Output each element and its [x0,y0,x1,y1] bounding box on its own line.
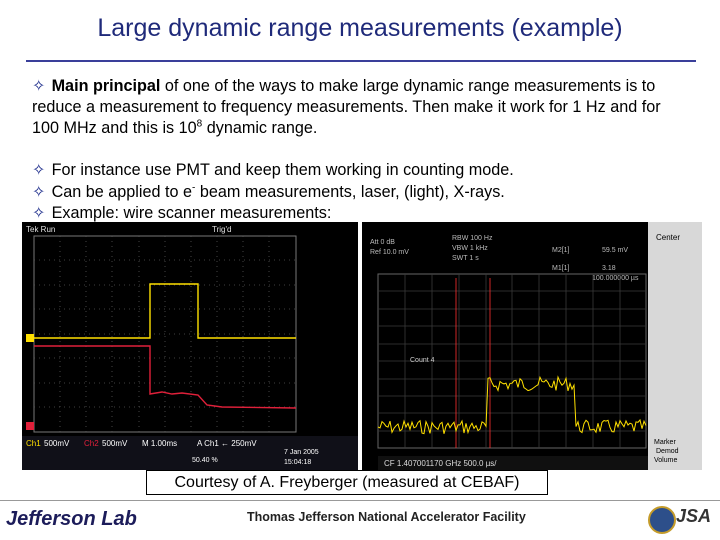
scope-pct: 50.40 % [192,457,218,464]
bullet-bold: Main principal [51,77,161,95]
ch2-marker [26,422,34,430]
oscilloscope-screenshot [22,222,358,470]
scope-time: 15:04:18 [284,459,312,466]
bullet-star-icon: ✧ [32,77,46,95]
jefferson-lab-logo: Jefferson Lab [6,508,137,530]
bullet-end: dynamic range. [202,119,318,137]
bullet-pmt [32,160,692,181]
analyzer-ref: Ref 10.0 mV [370,249,409,256]
bullet-applied [32,182,692,203]
bullet-star-icon: ✧ [32,183,46,201]
footer-organization: Thomas Jefferson National Accelerator Facility [247,510,526,524]
analyzer-m2-value: 59.5 mV [602,247,629,254]
analyzer-vbw: VBW 1 kHz [452,245,488,252]
analyzer-trace [362,222,702,470]
title-rule [26,60,696,62]
bullet-text: Example: wire scanner measurements: [51,204,332,222]
bullet-sup: 8 [196,118,203,130]
doe-seal-icon [648,506,676,534]
footer-divider [0,500,720,501]
scope-ch1-value: 500mV [44,439,70,448]
scope-status-left: Tek Run [26,225,56,234]
bullet-text: beam measurements, laser, (light), X-rays. [195,183,505,201]
analyzer-marker-demod: Marker Demod Volume [654,439,679,464]
analyzer-m1-value: 3.18 [602,265,616,272]
analyzer-m2: M2[1] [552,247,570,254]
bullet-sup: - [191,182,196,194]
bullet-text: of one of the ways to make large dynamic range measurements is to reduce a measurement to frequency measurements. Then make it work for 1 Hz and for 100 MHz and this is 10 [32,77,661,137]
analyzer-att: Att 0 dB [370,239,395,246]
analyzer-m1-time: 100.000000 µs [592,275,639,282]
bullet-main-principal [32,76,692,139]
scope-timebase: M 1.00ms [142,439,178,448]
scope-status-right: Trig'd [212,225,232,234]
jsa-logo: JSA [676,506,712,526]
oscilloscope-trace [22,222,358,470]
slide-title: Large dynamic range measurements (example) [97,14,623,42]
analyzer-center-frequency: CF 1.407001170 GHz 500.0 µs/ [384,459,497,468]
analyzer-center-softkey: Center [656,233,681,242]
scope-date: 7 Jan 2005 [284,449,319,456]
analyzer-rbw: RBW 100 Hz [452,235,493,242]
scope-ch2-label: Ch2 [84,439,99,448]
figure-caption: Courtesy of A. Freyberger (measured at CEBAF) [146,470,548,495]
scope-ch2-value: 500mV [102,439,128,448]
analyzer-m1: M1[1] [552,265,570,272]
bullet-star-icon: ✧ [32,161,46,179]
bullet-text: For instance use PMT and keep them working in counting mode. [51,161,514,179]
scope-trigger: A Ch1 ← 250mV [197,439,257,448]
bullet-example [32,203,692,224]
ch1-marker [26,334,34,342]
bullet-star-icon: ✧ [32,204,46,222]
analyzer-swt: SWT 1 s [452,255,479,262]
spectrum-analyzer-screenshot [362,222,702,470]
bullet-text: Can be applied to e [51,183,192,201]
scope-ch1-label: Ch1 [26,439,41,448]
analyzer-count: Count 4 [410,357,435,364]
